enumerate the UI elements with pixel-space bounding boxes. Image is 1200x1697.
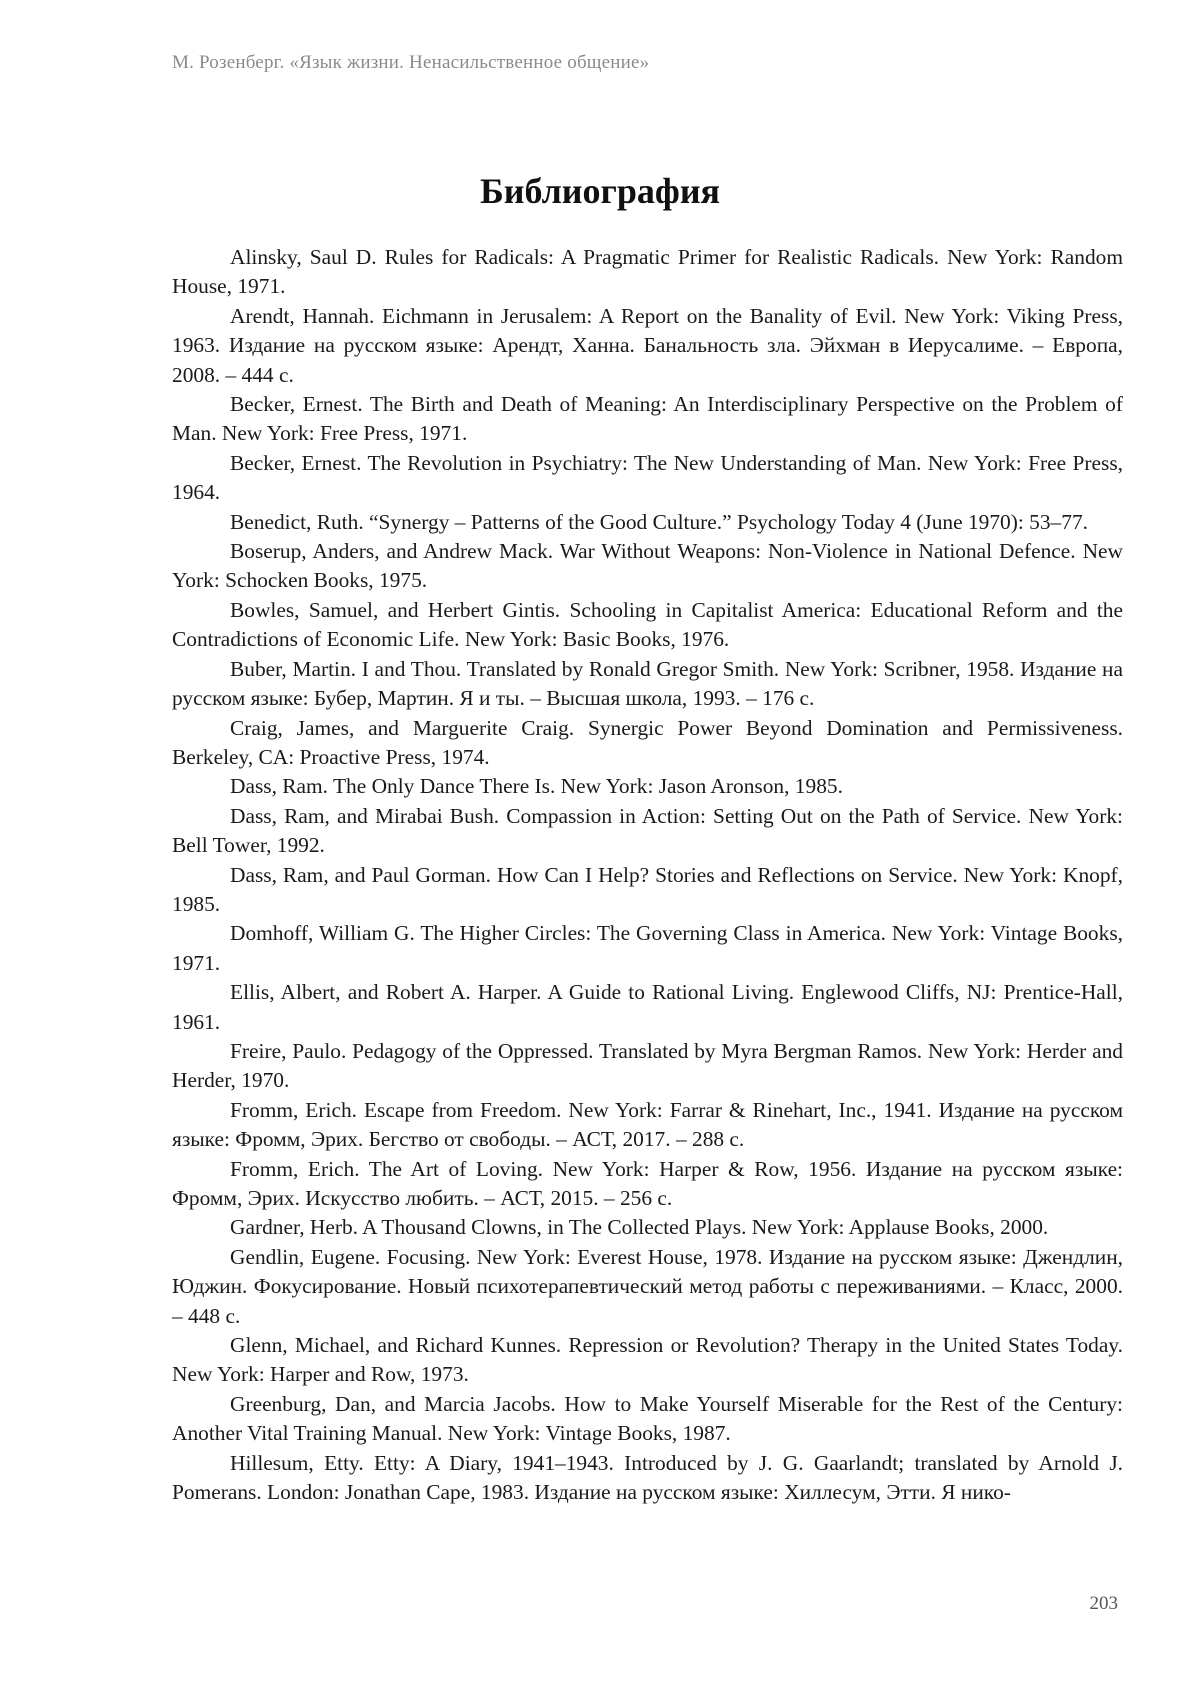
page-title: Библиография (479, 171, 721, 211)
bibliography-entry: Hillesum, Etty. Etty: A Diary, 1941–1943. Introduced by J. G. Gaarlandt; translated by Arnold J. Pomerans. London: Jonathan Cape, 1983. Издание на русском языке: Хиллесум, Этти. Я нико- (172, 1450, 1123, 1505)
bibliography-list (172, 243, 1123, 1507)
bibliography-entry: Dass, Ram, and Mirabai Bush. Compassion in Action: Setting Out on the Path of Service. New York: Bell Tower, 1992. (172, 803, 1123, 858)
bibliography-entry: Becker, Ernest. The Revolution in Psychiatry: The New Understanding of Man. New York: Free Press, 1964. (172, 450, 1123, 505)
bibliography-entry: Buber, Martin. I and Thou. Translated by Ronald Gregor Smith. New York: Scribner, 1958. Издание на русском языке: Бубер, Мартин. Я и ты. – Высшая школа, 1993. – 176 с. (172, 656, 1123, 711)
bibliography-entry: Arendt, Hannah. Eichmann in Jerusalem: A Report on the Banality of Evil. New York: Viking Press, 1963. Издание на русском языке: Арендт, Ханна. Банальность зла. Эйхман в Иерусалиме. – Европа, 2008. – 444 с. (172, 303, 1123, 387)
bibliography-entry: Benedict, Ruth. “Synergy – Patterns of the Good Culture.” Psychology Today 4 (June 1970): 53–77. (230, 509, 1088, 534)
bibliography-entry: Freire, Paulo. Pedagogy of the Oppressed. Translated by Myra Bergman Ramos. New York: Herder and Herder, 1970. (172, 1038, 1123, 1093)
bibliography-entry: Greenburg, Dan, and Marcia Jacobs. How to Make Yourself Miserable for the Rest of the Century: Another Vital Training Manual. New York: Vintage Books, 1987. (172, 1391, 1123, 1446)
bibliography-entry: Glenn, Michael, and Richard Kunnes. Repression or Revolution? Therapy in the United States Today. New York: Harper and Row, 1973. (172, 1333, 1123, 1387)
bibliography-entry: Domhoff, William G. The Higher Circles: The Governing Class in America. New York: Vintage Books, 1971. (172, 921, 1123, 975)
bibliography-entry: Boserup, Anders, and Andrew Mack. War Without Weapons: Non-Violence in National Defence. New York: Schocken Books, 1975. (172, 539, 1123, 593)
bibliography-entry: Ellis, Albert, and Robert A. Harper. A Guide to Rational Living. Englewood Cliffs, NJ: Prentice-Hall, 1961. (172, 980, 1123, 1034)
bibliography-entry: Gardner, Herb. A Thousand Clowns, in The Collected Plays. New York: Applause Books, 2000. (230, 1215, 1049, 1240)
bibliography-entry: Dass, Ram. The Only Dance There Is. New York: Jason Aronson, 1985. (230, 774, 843, 799)
running-header: М. Розенберг. «Язык жизни. Ненасильственное общение» (172, 52, 650, 73)
bibliography-entry: Bowles, Samuel, and Herbert Gintis. Schooling in Capitalist America: Educational Reform and the Contradictions of Economic Life. New York: Basic Books, 1976. (172, 597, 1123, 652)
bibliography-entry: Becker, Ernest. The Birth and Death of Meaning: An Interdisciplinary Perspective on the Problem of Man. New York: Free Press, 1971. (172, 392, 1123, 446)
bibliography-entry: Fromm, Erich. Escape from Freedom. New York: Farrar & Rinehart, Inc., 1941. Издание на русском языке: Фромм, Эрих. Бегство от свободы. – АСТ, 2017. – 288 с. (172, 1097, 1123, 1152)
bibliography-entry: Craig, James, and Marguerite Craig. Synergic Power Beyond Domination and Permissiveness. Berkeley, CA: Proactive Press, 1974. (172, 715, 1123, 769)
bibliography-entry: Dass, Ram, and Paul Gorman. How Can I Help? Stories and Reflections on Service. New York: Knopf, 1985. (172, 862, 1123, 916)
bibliography-entry: Alinsky, Saul D. Rules for Radicals: A Pragmatic Primer for Realistic Radicals. New York: Random House, 1971. (172, 245, 1123, 299)
bibliography-entry: Gendlin, Eugene. Focusing. New York: Everest House, 1978. Издание на русском языке: Джендлин, Юджин. Фокусирование. Новый психотерапевтический метод работы с переживаниями. – Класс, 2000. – 448 с. (172, 1244, 1123, 1328)
bibliography-entry: Fromm, Erich. The Art of Loving. New York: Harper & Row, 1956. Издание на русском языке: Фромм, Эрих. Искусство любить. – АСТ, 2015. – 256 с. (172, 1156, 1123, 1210)
page-number: 203 (1089, 1593, 1118, 1614)
